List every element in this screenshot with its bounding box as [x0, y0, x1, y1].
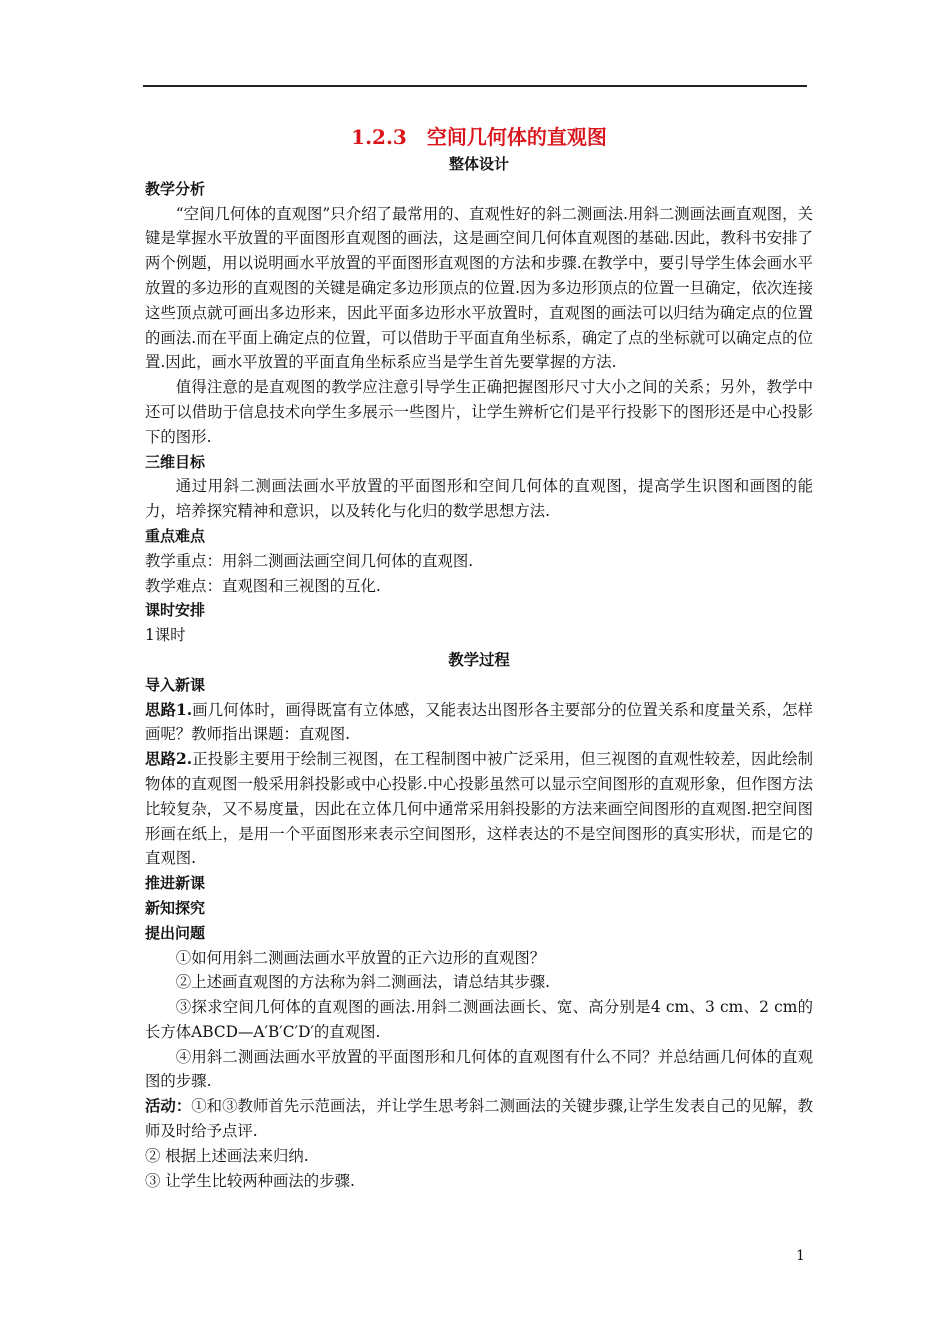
analysis-paragraph-1: “空间几何体的直观图”只介绍了最常用的、直观性好的斜二测画法.用斜二测画法画直观图，关键是掌握水平放置的平面图形直观图的画法，这是画空间几何体直观图的基础.因此，教科书安排了两个例题，用以说明画水平放置的平面图形直观图的方法和步骤.在教学中，要引导学生体会画水平放置的多边形的直观图的关键是确定多边形顶点的位置.因为多边形顶点的位置一旦确定，依次连接这些顶点就可画出多边形来，因此平面多边形水平放置时，直观图的画法可以归结为确定点的位置的画法.而在平面上确定点的位置，可以借助于平面直角坐标系，确定了点的坐标就可以确定点的位置.因此，画水平放置的平面直角坐标系应当是学生首先要掌握的方法.: [145, 204, 813, 372]
subheading-explore: 新知探究: [145, 898, 206, 917]
keypoint-difficulty: 教学难点：直观图和三视图的互化.: [145, 576, 381, 595]
question-2: ②上述画直观图的方法称为斜二测画法，请总结其步骤.: [175, 973, 551, 992]
idea-2: [145, 747, 813, 871]
idea-2-text: 正投影主要用于绘制三视图，在工程制图中被广泛采用，但三视图的直观性较差，因此绘制物体的直观图一般采用斜投影或中心投影.中心投影虽然可以显示空间图形的直观形象，但作图方法比较复杂，又不易度量，因此在立体几何中通常采用斜投影的方法来画空间图形的直观图.把空间图形画在纸上，是用一个平面图形来表示空间图形，这样表达的不是空间图形的真实形状，而是它的直观图.: [145, 750, 813, 868]
subheading-advance: 推进新课: [145, 874, 206, 893]
idea-2-label: 思路2.: [145, 750, 193, 769]
activity-text: ①和③教师首先示范画法，并让学生思考斜二测画法的关键步骤,让学生发表自己的见解，教师及时给予点评.: [145, 1097, 813, 1141]
subheading-questions: 提出问题: [145, 923, 206, 942]
activity-item-3: ③ 让学生比较两种画法的步骤.: [145, 1171, 355, 1190]
keypoint-focus: 教学重点：用斜二测画法画空间几何体的直观图.: [145, 551, 474, 570]
page-number: 1: [796, 1248, 805, 1264]
section-heading-analysis: 教学分析: [145, 179, 206, 198]
subheading-intro: 导入新课: [145, 675, 206, 694]
document-body: [145, 122, 813, 1193]
activity-label: 活动：: [145, 1097, 192, 1116]
goals-paragraph: 通过用斜二测画法画水平放置的平面图形和空间几何体的直观图，提高学生识图和画图的能力，培养探究精神和意识，以及转化与化归的数学思想方法.: [145, 477, 813, 521]
idea-1: [145, 698, 813, 748]
page-title: 1.2.3 空间几何体的直观图: [351, 125, 607, 149]
idea-1-text: 画几何体时，画得既富有立体感，又能表达出图形各主要部分的位置关系和度量关系，怎样画呢？教师指出课题：直观图.: [145, 700, 813, 744]
activity-item-2: ② 根据上述画法来归纳.: [145, 1146, 309, 1165]
schedule-text: 1课时: [145, 626, 186, 645]
activity: [145, 1094, 813, 1144]
section-heading-process: 教学过程: [448, 650, 510, 669]
section-heading-goals: 三维目标: [145, 452, 206, 471]
question-3: ③探求空间几何体的直观图的画法.用斜二测画法画长、宽、高分别是4 cm、3 cm、2 cm的长方体ABCD—A′B′C′D′的直观图.: [145, 998, 813, 1041]
header-rule: [143, 85, 807, 87]
section-heading-schedule: 课时安排: [145, 601, 206, 620]
question-1: ①如何用斜二测画法画水平放置的正六边形的直观图？: [175, 948, 546, 967]
idea-1-label: 思路1.: [145, 700, 193, 719]
analysis-paragraph-2: 值得注意的是直观图的教学应注意引导学生正确把握图形尺寸大小之间的关系；另外，教学中还可以借助于信息技术向学生多展示一些图片，让学生辨析它们是平行投影下的图形还是中心投影下的图形.: [145, 378, 813, 446]
section-heading-keypoints: 重点难点: [145, 526, 206, 545]
subtitle: 整体设计: [448, 155, 509, 173]
question-4: ④用斜二测画法画水平放置的平面图形和几何体的直观图有什么不同？并总结画几何体的直观图的步骤.: [145, 1047, 813, 1091]
